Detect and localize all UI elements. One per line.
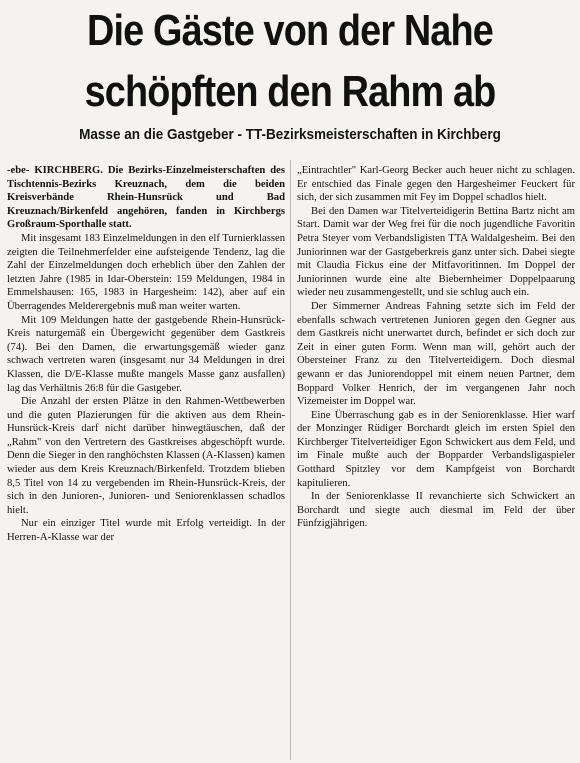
paragraph: „Eintrachtler" Karl-Georg Becker auch heuer nicht zu schlagen. Er entschied das Finale gegen den Hargesheimer Feuckert für sich, der sich zusammen mit Fey im Doppel schadlos hielt. <box>297 165 575 204</box>
paragraph: Nur ein einziger Titel wurde mit Erfolg verteidigt. In der Herren-A-Klasse war der <box>7 518 285 544</box>
paragraph: Mit 109 Meldungen hatte der gastgebende Rhein-Hunsrück-Kreis naturgemäß ein Übergewicht gegenüber dem Gastkreis (74). Bei den Damen, die erwartungsgemäß wieder ganz schwach vertreten waren (insgesamt nur 34 Meldungen in drei Klassen, die D/E-Klasse mußte mangels Masse ganz ausfallen) lag das Verhältnis 26:8 für die Gastgeber. <box>7 314 285 394</box>
paragraph: In der Seniorenklasse II revanchierte sich Schwickert an Borchardt und siegte auch diesmal im Feld der über Fünfzigjährigen. <box>297 491 575 530</box>
paragraph: Eine Überraschung gab es in der Seniorenklasse. Hier warf der Monzinger Rüdiger Borchardt gleich im ersten Spiel den Kirchberger Titelverteidiger Egon Schwickert aus dem Feld, und im Finale mußte auch der Bopparder Verbandsligaspieler Gotthard Spitzley vor dem Kampfgeist von Borchardt kapitulieren. <box>297 409 575 489</box>
dateline: -ebe- KIRCHBERG. <box>7 165 103 176</box>
paragraph: Die Anzahl der ersten Plätze in den Rahmen-Wettbewerben und die guten Plazierungen für die aktiven aus dem Rhein-Hunsrück-Kreis darf nicht darüber hinwegtäuschen, daß der „Rahm" von den Vertretern des Gastkreises abgeschöpft wurde. Denn die Sieger in den ranghöchsten Klassen (A-Klassen) kamen wieder aus dem Kreis Kreuznach/Birkenfeld. Trotzdem blieben 8,5 Titel von 14 zu vergebenden im Rhein-Hunsrück-Kreis, der sich in den Junioren-, Junioren- und Seniorenklassen schadlos hielt. <box>7 396 285 516</box>
lead-text: Die Bezirks-Einzelmeisterschaften des Tischtennis-Bezirks Kreuznach, dem die beiden Kreisverbände Rhein-Hunsrück und Bad Kreuznach/Birkenfeld angehören, fanden in Kirchbergs Großraum-Sporthalle statt. <box>7 165 285 231</box>
subheadline: Masse an die Gastgeber - TT-Bezirksmeisterschaften in Kirchberg <box>79 126 501 143</box>
article-column-left <box>7 164 285 545</box>
column-divider <box>290 160 291 760</box>
headline-line-1: Die Gäste von der Nahe <box>87 6 493 55</box>
article-column-right <box>297 164 575 531</box>
paragraph: Der Simmerner Andreas Fahning setzte sich im Feld der ebenfalls schwach vertretenen Junioren gegen den Gegner aus dem Gastkreis nicht unerwartet durch, befindet er sich doch zur Zeit in einer guten Form. Wenn man will, gehört auch der Obersteiner Franz zu den Titelverteidigern. Doch diesmal gewann er das Juniorendoppel mit einem neuen Partner, dem Boppard Volker Henrich, der im vergangenen Jahr noch Vizemeister im Doppel war. <box>297 300 575 408</box>
headline-line-2: schöpften den Rahm ab <box>84 67 496 116</box>
paragraph: Bei den Damen war Titelverteidigerin Bettina Bartz nicht am Start. Damit war der Weg frei für die noch jugendliche Favoritin Petra Steyer vom Verbandsligisten TTA Waldalgesheim. Bei den Juniorinnen war der Gastgeberkreis ganz unter sich. Dabei siegte mit Claudia Fickus eine der Mitfavoritinnen. Im Doppel der Juniorinnen wurde eine alte Biebernheimer Doppelpaarung wieder neu zusammengestellt, und sie schlug auch ein. <box>297 205 575 299</box>
lead-paragraph <box>7 164 285 232</box>
paragraph: Mit insgesamt 183 Einzelmeldungen in den elf Turnierklassen zeigten die Teilnehmerfelder eine aufsteigende Tendenz, lag die Zahl der Einzelmeldungen doch erheblich über den Zahlen der letzten Jahre (1985 in Idar-Oberstein: 159 Meldungen, 1984 in Emmelshausen: 165, 1983 in Hargesheim: 142), aber auf ein Überragendes Melderergebnis muß man weiter warten. <box>7 232 285 312</box>
